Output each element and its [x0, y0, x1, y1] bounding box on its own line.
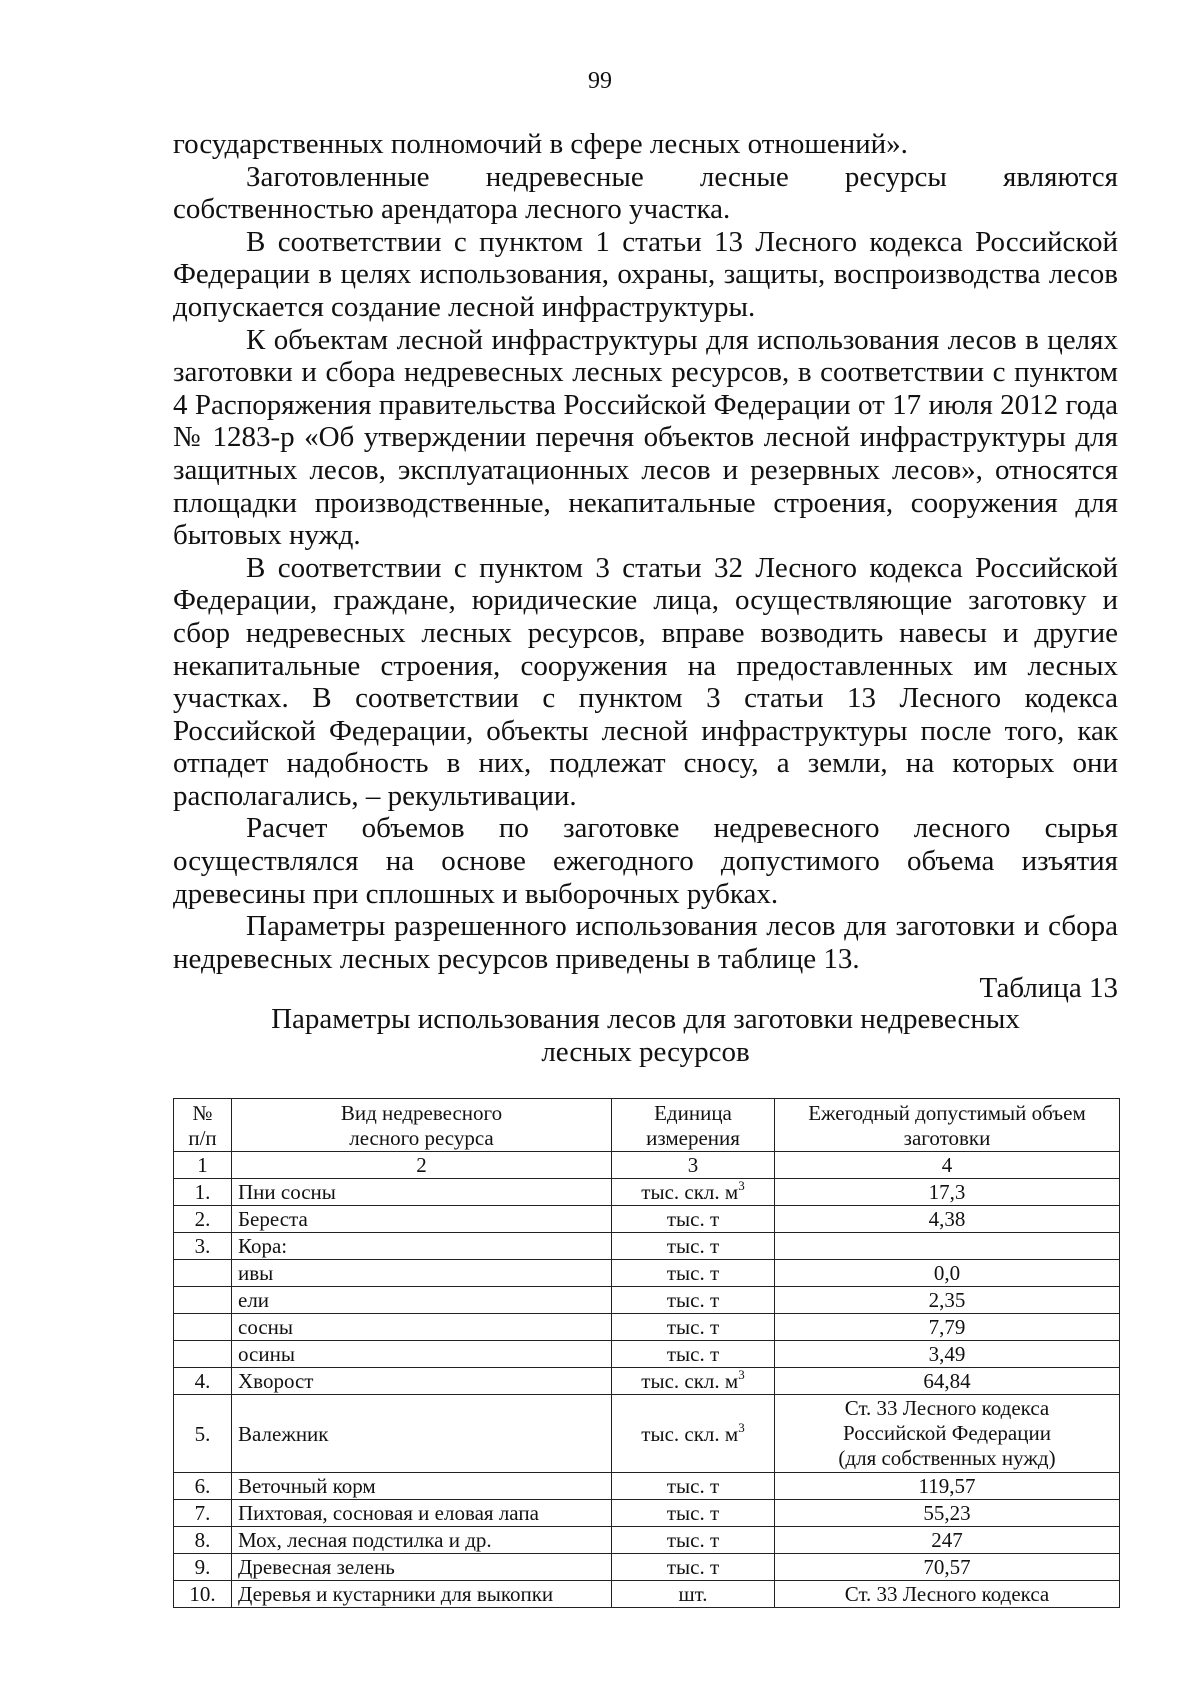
paragraph-7: Параметры разрешенного использования лесов для заготовки и сбора недревесных лесных ресурсов приведены в таблице 13.	[173, 910, 1118, 975]
table-row	[174, 1260, 1120, 1287]
row-value: Ст. 33 Лесного кодекса	[775, 1581, 1120, 1608]
col-number: 2	[232, 1152, 612, 1179]
row-unit: тыс. т	[612, 1314, 775, 1341]
row-name: Береста	[232, 1206, 612, 1233]
row-name: Мох, лесная подстилка и др.	[232, 1527, 612, 1554]
row-name: Веточный корм	[232, 1473, 612, 1500]
header-volume: Ежегодный допустимый объем заготовки	[775, 1099, 1120, 1152]
row-num: 6.	[174, 1473, 232, 1500]
page-number: 99	[588, 68, 612, 94]
row-value: 7,79	[775, 1314, 1120, 1341]
header-unit: Единица измерения	[612, 1099, 775, 1152]
row-value: 3,49	[775, 1341, 1120, 1368]
row-value: 119,57	[775, 1473, 1120, 1500]
row-num	[174, 1341, 232, 1368]
col-number: 3	[612, 1152, 775, 1179]
paragraph-2: Заготовленные недревесные лесные ресурсы являются собственностью арендатора лесного участка.	[173, 160, 1118, 226]
table-row	[174, 1581, 1120, 1608]
row-name: Деревья и кустарники для выкопки	[232, 1581, 612, 1608]
table-row	[174, 1206, 1120, 1233]
table-row	[174, 1179, 1120, 1206]
table-row	[174, 1233, 1120, 1260]
table-row	[174, 1287, 1120, 1314]
row-num	[174, 1287, 232, 1314]
table-row	[174, 1368, 1120, 1395]
row-name: Валежник	[232, 1395, 612, 1473]
paragraph-4: К объектам лесной инфраструктуры для использования лесов в целях заготовки и сбора недревесных лесных ресурсов, в соответствии с пунктом 4 Распоряжения правительства Российской Федерации от 17 июля 2012 года № 1283-р «Об утверждении перечня объектов лесной инфраструктуры для защитных лесов, эксплуатационных лесов и резервных лесов», относятся площадки производственные, некапитальные строения, сооружения для бытовых нужд.	[173, 323, 1118, 552]
table-row	[174, 1554, 1120, 1581]
row-num: 10.	[174, 1581, 232, 1608]
table-title-line-1: Параметры использования лесов для заготовки недревесных	[271, 1003, 1020, 1035]
row-unit: тыс. скл. $м^3$	[612, 1395, 775, 1473]
row-unit: тыс. т	[612, 1233, 775, 1260]
row-num: 7.	[174, 1500, 232, 1527]
row-value	[775, 1233, 1120, 1260]
row-num: 5.	[174, 1395, 232, 1473]
row-num: 4.	[174, 1368, 232, 1395]
row-num: 2.	[174, 1206, 232, 1233]
row-unit: тыс. скл. $м^3$	[612, 1179, 775, 1206]
row-value: 55,23	[775, 1500, 1120, 1527]
col-number: 1	[174, 1152, 232, 1179]
table-title	[173, 1003, 1118, 1069]
row-name: осины	[232, 1341, 612, 1368]
row-name: Пихтовая, сосновая и еловая лапа	[232, 1500, 612, 1527]
row-value: Ст. 33 Лесного кодекса Российской Федерации (для собственных нужд)	[775, 1395, 1120, 1473]
row-name: Пни сосны	[232, 1179, 612, 1206]
row-unit: тыс. т	[612, 1341, 775, 1368]
row-unit: шт.	[612, 1581, 775, 1608]
table-row	[174, 1314, 1120, 1341]
paragraph-6: Расчет объемов по заготовке недревесного лесного сырья осуществлялся на основе ежегодного допустимого объема изъятия древесины при сплошных и выборочных рубках.	[173, 812, 1118, 910]
row-name: Хворост	[232, 1368, 612, 1395]
paragraph-1: государственных полномочий в сфере лесных отношений».	[173, 128, 908, 160]
row-unit: тыс. т	[612, 1527, 775, 1554]
row-unit: тыс. т	[612, 1287, 775, 1314]
row-num: 3.	[174, 1233, 232, 1260]
column-number-row	[174, 1152, 1120, 1179]
table-label: Таблица 13	[979, 972, 1118, 1004]
table-row	[174, 1395, 1120, 1473]
row-num	[174, 1260, 232, 1287]
table-row	[174, 1527, 1120, 1554]
row-name: Древесная зелень	[232, 1554, 612, 1581]
row-value: 2,35	[775, 1287, 1120, 1314]
row-num: 9.	[174, 1554, 232, 1581]
row-unit: тыс. т	[612, 1206, 775, 1233]
row-name: ивы	[232, 1260, 612, 1287]
row-num: 8.	[174, 1527, 232, 1554]
row-value: 64,84	[775, 1368, 1120, 1395]
header-kind: Вид недревесного лесного ресурса	[232, 1099, 612, 1152]
row-unit: тыс. т	[612, 1260, 775, 1287]
paragraph-5: В соответствии с пунктом 3 статьи 32 Лесного кодекса Российской Федерации, граждане, юридические лица, осуществляющие заготовку и сбор недревесных лесных ресурсов, вправе возводить навесы и другие некапитальные строения, сооружения на предоставленных им лесных участках. В соответствии с пунктом 3 статьи 13 Лесного кодекса Российской Федерации, объекты лесной инфраструктуры после того, как отпадет надобность в них, подлежат сносу, а земли, на которых они располагались, – рекультивации.	[173, 551, 1118, 812]
row-unit: тыс. т	[612, 1473, 775, 1500]
row-value: 4,38	[775, 1206, 1120, 1233]
row-num: 1.	[174, 1179, 232, 1206]
body-text	[173, 128, 1118, 975]
table-row	[174, 1500, 1120, 1527]
table-row	[174, 1473, 1120, 1500]
header-num: № п/п	[174, 1099, 232, 1152]
row-name: Кора:	[232, 1233, 612, 1260]
row-unit: тыс. т	[612, 1500, 775, 1527]
table-title-line-2: лесных ресурсов	[541, 1036, 750, 1068]
row-value: 70,57	[775, 1554, 1120, 1581]
paragraph-3: В соответствии с пунктом 1 статьи 13 Лесного кодекса Российской Федерации в целях использования, охраны, защиты, воспроизводства лесов допускается создание лесной инфраструктуры.	[173, 225, 1118, 323]
row-name: сосны	[232, 1314, 612, 1341]
row-num	[174, 1314, 232, 1341]
row-unit: тыс. скл. $м^3$	[612, 1368, 775, 1395]
parameters-table	[173, 1098, 1120, 1608]
row-value: 247	[775, 1527, 1120, 1554]
table-header-row	[174, 1099, 1120, 1152]
row-value: 0,0	[775, 1260, 1120, 1287]
row-name: ели	[232, 1287, 612, 1314]
col-number: 4	[775, 1152, 1120, 1179]
table-row	[174, 1341, 1120, 1368]
row-unit: тыс. т	[612, 1554, 775, 1581]
row-value: 17,3	[775, 1179, 1120, 1206]
